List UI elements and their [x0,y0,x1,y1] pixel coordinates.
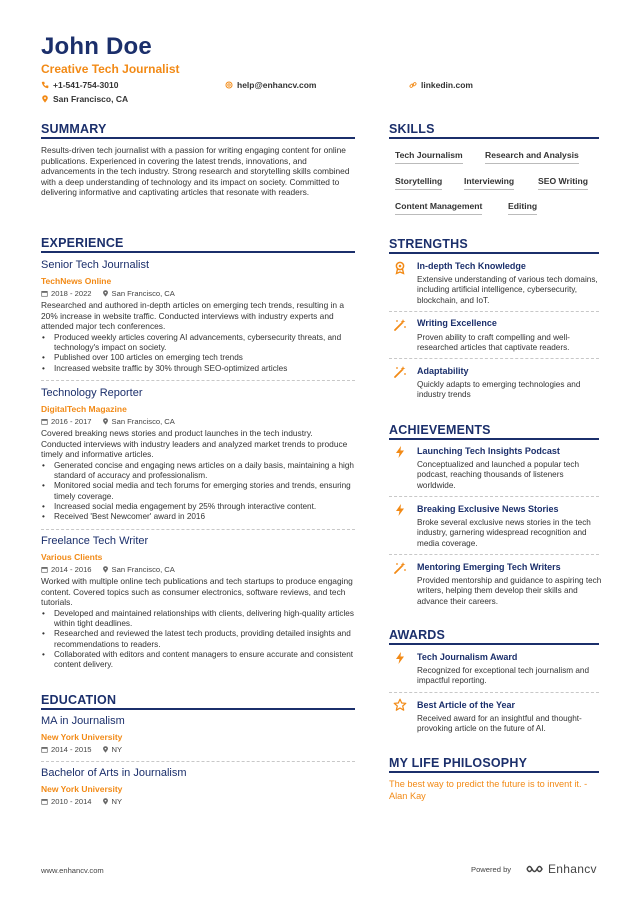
job-location: San Francisco, CA [111,565,175,574]
calendar-icon [41,566,48,573]
job-bullet: • Increased website traffic by 30% through SEO-optimized articles [41,364,355,374]
job-dates: 2016 - 2017 [51,417,92,426]
summary-heading: SUMMARY [41,122,107,136]
job-bullet: • Increased social media engagement by 25% through interactive content. [41,502,355,512]
lightning-icon [393,445,407,459]
awards-heading: AWARDS [389,628,446,642]
education-location: NY [111,745,123,754]
strength-title: Writing Excellence [417,318,497,328]
job-bullet: • Monitored social media and tech forums for emerging stories and trends, ensuring timely coverage. [41,481,355,501]
school-name: New York University [41,784,123,794]
achievement-desc: Broke several exclusive news stories in the tech industry, garnering widespread recognition and media coverage. [417,518,591,548]
star-icon [393,698,407,712]
achievement-title: Launching Tech Insights Podcast [417,446,560,456]
skill-tag: Tech Journalism [395,150,463,164]
job-meta [41,565,181,574]
job-company: TechNews Online [41,276,112,286]
divider [41,529,355,530]
job-bullet: • Researched and reviewed the latest tech products, providing detailed insights and recommendations to readers. [41,629,355,649]
award-title: Tech Journalism Award [417,652,518,662]
job-meta [41,417,181,426]
strengths-heading: STRENGTHS [389,237,468,251]
school-name: New York University [41,732,123,742]
candidate-role: Creative Tech Journalist [41,62,180,76]
job-description: Worked with multiple online tech publications and tech startups to produce engaging content. Covered topics such as consumer electronics, software reviews, and tech tutorials. [41,576,353,607]
job-bullet: • Produced weekly articles covering AI advancements, cybersecurity threats, and technology's impact on society. [41,333,355,353]
job-bullets [41,609,355,670]
magic-wand-icon [393,561,407,575]
brand-name[interactable]: Enhancv [548,862,597,876]
location-pin-icon [102,566,109,573]
email-text: help@enhancv.com [237,80,317,90]
skill-tag: Storytelling [395,176,442,190]
job-description: Covered breaking news stories and product launches in the tech industry. Conducted interviews with industry leaders and analyzed market trends to produce timely and informative articles. [41,428,348,459]
award-title: Best Article of the Year [417,700,516,710]
job-bullet: • Developed and maintained relationships with clients, delivering high-quality articles within tight deadlines. [41,609,355,629]
powered-by-label: Powered by [471,865,512,874]
divider [389,496,599,497]
divider [389,311,599,312]
location-pin-icon [102,290,109,297]
experience-heading: EXPERIENCE [41,236,124,250]
skill-tag: Interviewing [464,176,514,190]
education-rule [41,708,355,710]
strength-desc: Quickly adapts to emerging technologies and industry trends [417,380,581,400]
location-pin-icon [41,95,49,103]
philosophy-heading: MY LIFE PHILOSOPHY [389,756,528,770]
divider [41,380,355,381]
job-title: Freelance Tech Writer [41,535,149,547]
job-dates: 2018 - 2022 [51,289,92,298]
achievement-desc: Conceptualized and launched a popular tech podcast, reaching thousands of listeners worldwide. [417,460,580,490]
magic-wand-icon [393,365,407,379]
job-bullets [41,333,355,374]
achievements-rule [389,438,599,440]
magic-wand-icon [393,318,407,332]
summary-rule [41,137,355,139]
education-location: NY [111,797,123,806]
job-bullets [41,461,355,522]
job-company: DigitalTech Magazine [41,404,127,414]
philosophy-quote: The best way to predict the future is to invent it. - Alan Kay [389,779,588,801]
skill-tag: SEO Writing [538,176,588,190]
job-description: Researched and authored in-depth articles on emerging tech trends, resulting in a 20% increase in website traffic. Conducted interviews with industry experts and attended major tech conferences. [41,300,345,331]
job-bullet: • Generated concise and engaging news articles on a daily basis, maintaining a high standard of accuracy and professionalism. [41,461,355,481]
award-desc: Recognized for exceptional tech journalism and impactful reporting. [417,666,590,686]
calendar-icon [41,418,48,425]
skill-tag: Content Management [395,201,482,215]
achievement-desc: Provided mentorship and guidance to aspiring tech writers, helping them develop their skills and advance their careers. [417,576,602,606]
skill-tag: Research and Analysis [485,150,579,164]
phone-text: +1-541-754-3010 [53,80,119,90]
job-title: Technology Reporter [41,387,143,399]
strength-desc: Proven ability to craft compelling and well-researched articles that captivate readers. [417,333,570,353]
job-meta [41,289,181,298]
skills-rule [389,137,599,139]
location-contact [41,94,128,104]
medal-icon [393,261,407,275]
degree-title: MA in Journalism [41,715,125,727]
job-company: Various Clients [41,552,103,562]
education-meta [41,797,128,806]
phone-contact[interactable] [41,80,118,90]
lightning-icon [393,503,407,517]
footer-url[interactable]: www.enhancv.com [41,866,104,875]
location-text: San Francisco, CA [53,94,129,104]
divider [389,358,599,359]
location-pin-icon [102,798,109,805]
strengths-rule [389,252,599,254]
email-contact[interactable] [225,80,316,90]
education-meta [41,745,128,754]
lightning-icon [393,651,407,665]
summary-text: Results-driven tech journalist with a passion for writing engaging content for online publications. Experienced in covering the latest trends, innovations, and advancements in the tech industry. Strong research and storytelling skills combined with a deep understanding of technology and its impact on society. Committed to delivering informative and captivating articles that resonate with readers. [41,145,350,197]
divider [389,692,599,693]
candidate-name: John Doe [41,33,152,60]
strength-desc: Extensive understanding of various tech domains, including artificial intelligence, cybersecurity, blockchain, and IoT. [417,275,598,305]
strength-title: Adaptability [417,366,469,376]
education-heading: EDUCATION [41,693,117,707]
award-desc: Received award for an insightful and thought-provoking article on the future of AI. [417,714,582,734]
education-dates: 2010 - 2014 [51,797,92,806]
awards-rule [389,643,599,645]
strength-title: In-depth Tech Knowledge [417,261,526,271]
calendar-icon [41,290,48,297]
job-location: San Francisco, CA [111,417,175,426]
website-contact[interactable] [409,80,473,90]
job-dates: 2014 - 2016 [51,565,92,574]
achievement-title: Mentoring Emerging Tech Writers [417,562,561,572]
divider [389,554,599,555]
job-title: Senior Tech Journalist [41,259,150,271]
job-bullet: • Published over 100 articles on emerging tech trends [41,353,355,363]
achievement-title: Breaking Exclusive News Stories [417,504,559,514]
experience-rule [41,251,355,253]
phone-icon [41,81,49,89]
job-bullet: • Received 'Best Newcomer' award in 2016 [41,512,355,522]
job-bullet: • Collaborated with editors and content managers to ensure accurate and consistent content delivery. [41,650,355,670]
location-pin-icon [102,418,109,425]
website-text: linkedin.com [421,80,473,90]
calendar-icon [41,798,48,805]
degree-title: Bachelor of Arts in Journalism [41,767,187,779]
skills-heading: SKILLS [389,122,435,136]
divider [41,761,355,762]
location-pin-icon [102,746,109,753]
philosophy-rule [389,771,599,773]
link-icon [409,81,417,89]
at-icon [225,81,233,89]
enhancv-logo-icon [525,863,545,875]
achievements-heading: ACHIEVEMENTS [389,423,491,437]
skill-tag: Editing [508,201,537,215]
job-location: San Francisco, CA [111,289,175,298]
education-dates: 2014 - 2015 [51,745,92,754]
calendar-icon [41,746,48,753]
